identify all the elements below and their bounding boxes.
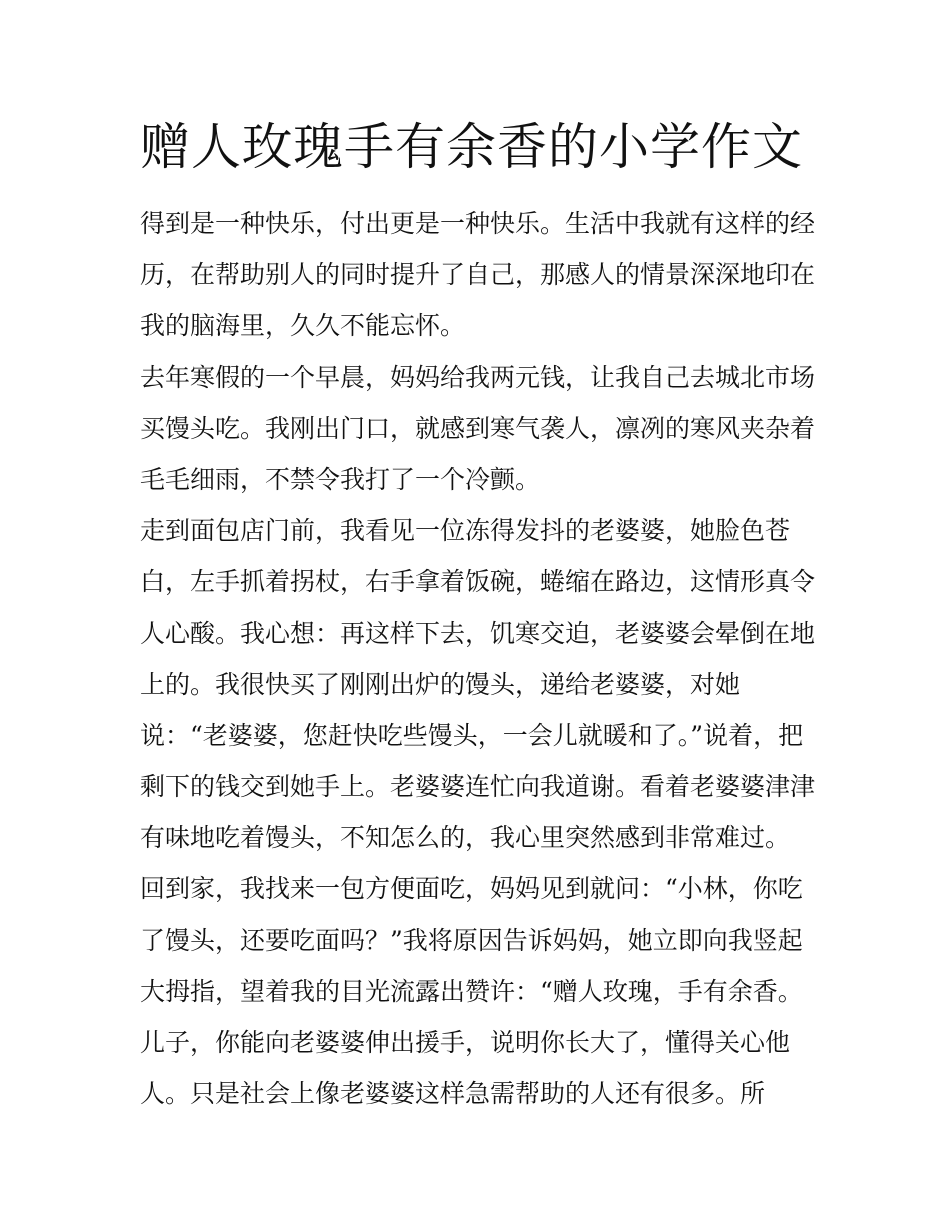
text-line: 回到家，我找来一包方便面吃，妈妈见到就问：“小林，你吃 <box>140 874 803 904</box>
text-line: 我的脑海里，久久不能忘怀。 <box>140 311 466 341</box>
text-line: 买馒头吃。我刚出门口，就感到寒气袭人，凛冽的寒风夹杂着 <box>140 413 816 443</box>
text-line: 上的。我很快买了刚刚出炉的馒头，递给老婆婆，对她 <box>140 669 741 699</box>
text-line: 历，在帮助别人的同时提升了自己，那感人的情景深深地印在 <box>140 260 816 290</box>
text-line: 毛毛细雨，不禁令我打了一个冷颤。 <box>140 464 541 494</box>
document-body <box>140 198 820 1119</box>
text-line: 儿子，你能向老婆婆伸出援手，说明你长大了，懂得关心他 <box>140 1028 791 1057</box>
text-line: 有味地吃着馒头，不知怎么的，我心里突然感到非常难过。 <box>140 823 791 853</box>
text-line: 白，左手抓着拐杖，右手拿着饭碗，蜷缩在路边，这情形真令 <box>140 567 816 597</box>
text-line: 大拇指，望着我的目光流露出赞许：“赠人玫瑰，手有余香。 <box>140 976 803 1006</box>
text-line: 去年寒假的一个早晨，妈妈给我两元钱，让我自己去城北市场 <box>140 362 816 392</box>
text-line: 了馒头，还要吃面吗？”我将原因告诉妈妈，她立即向我竖起 <box>140 925 803 955</box>
text-line: 得到是一种快乐，付出更是一种快乐。生活中我就有这样的经 <box>140 209 816 238</box>
text-line: 人。只是社会上像老婆婆这样急需帮助的人还有很多。所 <box>140 1079 766 1109</box>
text-line: 剩下的钱交到她手上。老婆婆连忙向我道谢。看着老婆婆津津 <box>140 772 816 802</box>
text-line: 走到面包店门前，我看见一位冻得发抖的老婆婆，她脸色苍 <box>140 516 791 546</box>
text-line: 人心酸。我心想：再这样下去，饥寒交迫，老婆婆会晕倒在地 <box>140 618 816 648</box>
document-title: 赠人玫瑰手有余香的小学作文 <box>140 118 803 176</box>
text-line: 说：“老婆婆，您赶快吃些馒头，一会儿就暖和了。”说着，把 <box>140 720 804 750</box>
